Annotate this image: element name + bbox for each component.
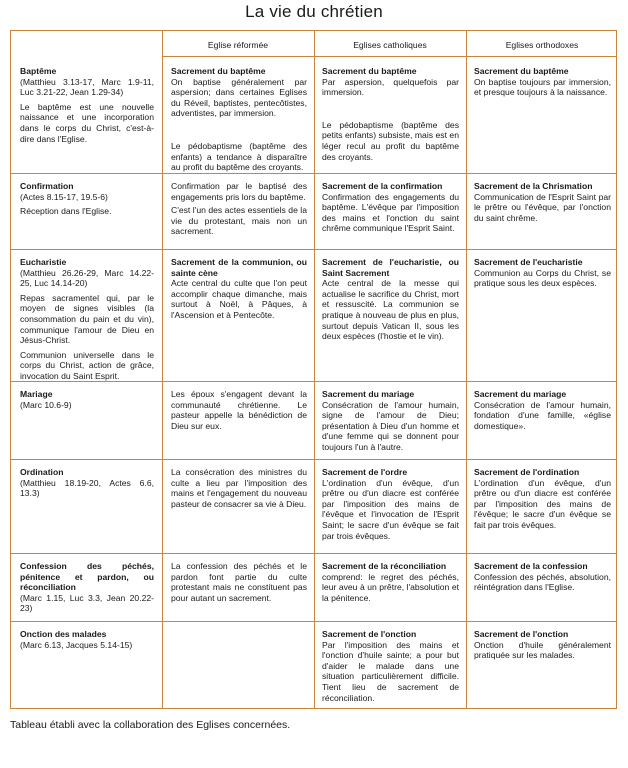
cell-text: On baptise toujours par immersion, et presque toujours à la naissance. bbox=[474, 76, 611, 98]
catholic-cell bbox=[322, 561, 459, 603]
row-divider bbox=[11, 553, 616, 554]
cell-heading: Sacrement de l'eucharistie, ou Saint Sacrement bbox=[322, 257, 459, 278]
bible-references: (Matthieu 26.26-29, Marc 14.22-25, Luc 14.14-20) bbox=[20, 267, 154, 289]
table-footnote: Tableau établi avec la collaboration des Eglises concernées. bbox=[10, 719, 291, 731]
reformed-cell bbox=[171, 389, 307, 431]
sacrament-description: Repas sacramentel qui, par le moyen de signes visibles (la consommation du pain et du vin), communique l'amour de Dieu en Jésus-Christ. bbox=[20, 292, 154, 346]
sacrament-cell bbox=[20, 389, 154, 410]
cell-text: Les époux s'engagent devant la communauté chrétienne. Le pasteur appelle la bénédiction de Dieu sur eux. bbox=[171, 389, 307, 431]
catholic-cell bbox=[322, 389, 459, 453]
cell-heading: Sacrement de la réconciliation bbox=[322, 561, 447, 571]
cell-heading: Sacrement du baptême bbox=[171, 66, 266, 76]
sacrament-description: Réception dans l'Eglise. bbox=[20, 206, 112, 217]
sacrament-name: Baptême bbox=[20, 66, 57, 76]
header-divider bbox=[162, 56, 616, 57]
cell-text: Par l'imposition des mains et l'onction d'huile sainte; a pour but d'aider le malade dans une situation particulièrement difficile. Tient lieu de sacrement de réconciliation. bbox=[322, 639, 459, 703]
comparison-table bbox=[10, 30, 617, 709]
cell-text: L'ordination d'un évêque, d'un prêtre ou d'un diacre est conférée par l'imposition des mains de l'évêque et l'invocation de l'Esprit Saint; le sacre d'un évêque se fait par trois évêques. bbox=[322, 477, 459, 541]
bible-references: (Marc 10.6-9) bbox=[20, 399, 72, 410]
bible-references: (Matthieu 18.19-20, Actes 6.6, 13.3) bbox=[20, 477, 154, 499]
cell-heading: Sacrement de l'onction bbox=[474, 629, 569, 639]
cell-heading: Sacrement de l'ordre bbox=[322, 467, 408, 477]
cell-text: comprend: le regret des péchés, leur aveu à un prêtre, l'absolution et la pénitence. bbox=[322, 571, 459, 603]
cell-text: L'ordination d'un évêque, d'un prêtre ou d'un diacre est conférée par l'imposition des mains de l'évêque; le sacre d'un évêque se fait par trois évêques. bbox=[474, 477, 611, 530]
header-reformed: Eglise réformée bbox=[207, 40, 269, 50]
row-divider bbox=[11, 173, 616, 174]
cell-text: La consécration des ministres du culte a lieu par l'imposition des mains et l'engagement du nouveau pasteur de consacrer sa vie à Dieu. bbox=[171, 467, 307, 509]
header-catholic: Eglises catholiques bbox=[353, 40, 427, 50]
cell-heading: Sacrement de la confirmation bbox=[322, 181, 443, 191]
orthodox-cell bbox=[474, 66, 611, 98]
cell-text: Communication de l'Esprit Saint par le prêtre ou l'évêque, par l'onction du saint chrême. bbox=[474, 191, 611, 223]
cell-text: La confession des péchés et le pardon font partie du culte protestant mais ne constituent pas pour autant un sacrement. bbox=[171, 561, 307, 603]
cell-heading: Sacrement de l'ordination bbox=[474, 467, 580, 477]
bible-references: (Marc 6.13, Jacques 5.14-15) bbox=[20, 639, 133, 650]
cell-text: C'est l'un des actes essentiels de la vie du protestant, mais non un sacrement. bbox=[171, 205, 307, 237]
cell-text: Consécration de l'amour humain, signe de l'amour de Dieu; présentation à Dieu d'un homme et d'une femme qui se donnent pour toujours l'un à l'autre. bbox=[322, 399, 459, 452]
cell-text: On baptise généralement par aspersion; dans certaines Eglises du Réveil, baptistes, pentecôtistes, adventistes, par immersion. bbox=[171, 76, 307, 119]
sacrament-name: Mariage bbox=[20, 389, 53, 399]
bible-references: (Matthieu 3.13-17, Marc 1.9-11, Luc 3.21-22, Jean 1.29-34) bbox=[20, 76, 154, 98]
header-orthodox: Eglises orthodoxes bbox=[505, 40, 579, 50]
sacrament-name: Eucharistie bbox=[20, 257, 67, 267]
cell-text: Confession des péchés, absolution, réintégration dans l'Eglise. bbox=[474, 571, 611, 593]
row-divider bbox=[11, 621, 616, 622]
sacrament-name: Onction des malades bbox=[20, 629, 107, 639]
cell-heading: Sacrement du mariage bbox=[474, 389, 567, 399]
catholic-cell bbox=[322, 629, 459, 703]
cell-text: Consécration de l'amour humain, fondation d'une famille, «église domestique». bbox=[474, 399, 611, 431]
bible-references: (Marc 1.15, Luc 3.3, Jean 20.22-23) bbox=[20, 592, 154, 614]
cell-heading: Sacrement de l'onction bbox=[322, 629, 417, 639]
orthodox-cell bbox=[474, 181, 611, 223]
reformed-cell bbox=[171, 181, 307, 237]
catholic-cell bbox=[322, 467, 459, 541]
reformed-cell bbox=[171, 561, 307, 603]
cell-text: Confirmation par le baptisé des engagements pris lors du baptême. bbox=[171, 181, 307, 202]
cell-text: Par aspersion, quelquefois par immersion. bbox=[322, 76, 459, 98]
sacrament-description: Le baptême est une nouvelle naissance et une incorporation dans le corps du Christ, c'est-à-dire dans l'Eglise. bbox=[20, 101, 154, 144]
column-divider bbox=[162, 31, 163, 708]
orthodox-cell bbox=[474, 389, 611, 431]
reformed-cell bbox=[171, 66, 307, 173]
sacrament-description: Communion universelle dans le corps du Christ, action de grâce, invocation du Saint Esprit. bbox=[20, 349, 154, 381]
row-divider bbox=[11, 459, 616, 460]
sacrament-name: Confession des péchés, pénitence et pardon, ou réconciliation bbox=[20, 561, 154, 593]
cell-text: Communion au Corps du Christ, se pratique sous les deux espèces. bbox=[474, 267, 611, 289]
cell-text: Le pédobaptisme (baptême des petits enfants) subsiste, mais est en léger recul au profit du baptême des croyants. bbox=[322, 119, 459, 162]
catholic-cell bbox=[322, 257, 459, 342]
cell-heading: Sacrement du baptême bbox=[322, 66, 417, 76]
cell-heading: Sacrement du mariage bbox=[322, 389, 415, 399]
cell-text: Le pédobaptisme (baptême des enfants) a tendance à disparaître au profit du baptême des croyants. bbox=[171, 140, 307, 173]
cell-text: Confirmation des engagements du baptême. L'évêque par l'imposition des mains et l'onction du saint chrême communique l'Esprit Saint. bbox=[322, 191, 459, 234]
orthodox-cell bbox=[474, 629, 611, 661]
reformed-cell bbox=[171, 257, 307, 321]
column-divider bbox=[314, 31, 315, 708]
row-divider bbox=[11, 249, 616, 250]
sacrament-cell bbox=[20, 467, 154, 499]
sacrament-cell bbox=[20, 561, 154, 614]
orthodox-cell bbox=[474, 257, 611, 289]
sacrament-name: Ordination bbox=[20, 467, 64, 477]
cell-text: Acte central du culte que l'on peut accomplir chaque dimanche, mais surtout à Noël, à Pâques, à l'Ascension et à Pentecôte. bbox=[171, 278, 307, 320]
cell-heading: Sacrement de la Chrismation bbox=[474, 181, 593, 191]
bible-references: (Actes 8.15-17, 19.5-6) bbox=[20, 191, 108, 202]
orthodox-cell bbox=[474, 561, 611, 593]
cell-heading: Sacrement de la confession bbox=[474, 561, 588, 571]
catholic-cell bbox=[322, 66, 459, 162]
cell-heading: Sacrement de la communion, ou sainte cène bbox=[171, 257, 307, 278]
sacrament-cell bbox=[20, 181, 154, 217]
sacrament-name: Confirmation bbox=[20, 181, 74, 191]
cell-text: Acte central de la messe qui actualise le sacrifice du Christ, mort et ressuscité. La communion se pratique à nouveau de plus en plus, surtout depuis Vatican II, sous les deux espèces (l'hostie et le vin). bbox=[322, 278, 459, 342]
catholic-cell bbox=[322, 181, 459, 234]
row-divider bbox=[11, 381, 616, 382]
sacrament-cell bbox=[20, 66, 154, 144]
cell-heading: Sacrement de l'eucharistie bbox=[474, 257, 583, 267]
sacrament-cell bbox=[20, 629, 154, 650]
column-divider bbox=[466, 31, 467, 708]
cell-heading: Sacrement du baptême bbox=[474, 66, 569, 76]
page-title: La vie du chrétien bbox=[245, 2, 383, 21]
cell-text: Onction d'huile généralement pratiquée sur les malades. bbox=[474, 639, 611, 661]
reformed-cell bbox=[171, 467, 307, 509]
sacrament-cell bbox=[20, 257, 154, 382]
orthodox-cell bbox=[474, 467, 611, 531]
